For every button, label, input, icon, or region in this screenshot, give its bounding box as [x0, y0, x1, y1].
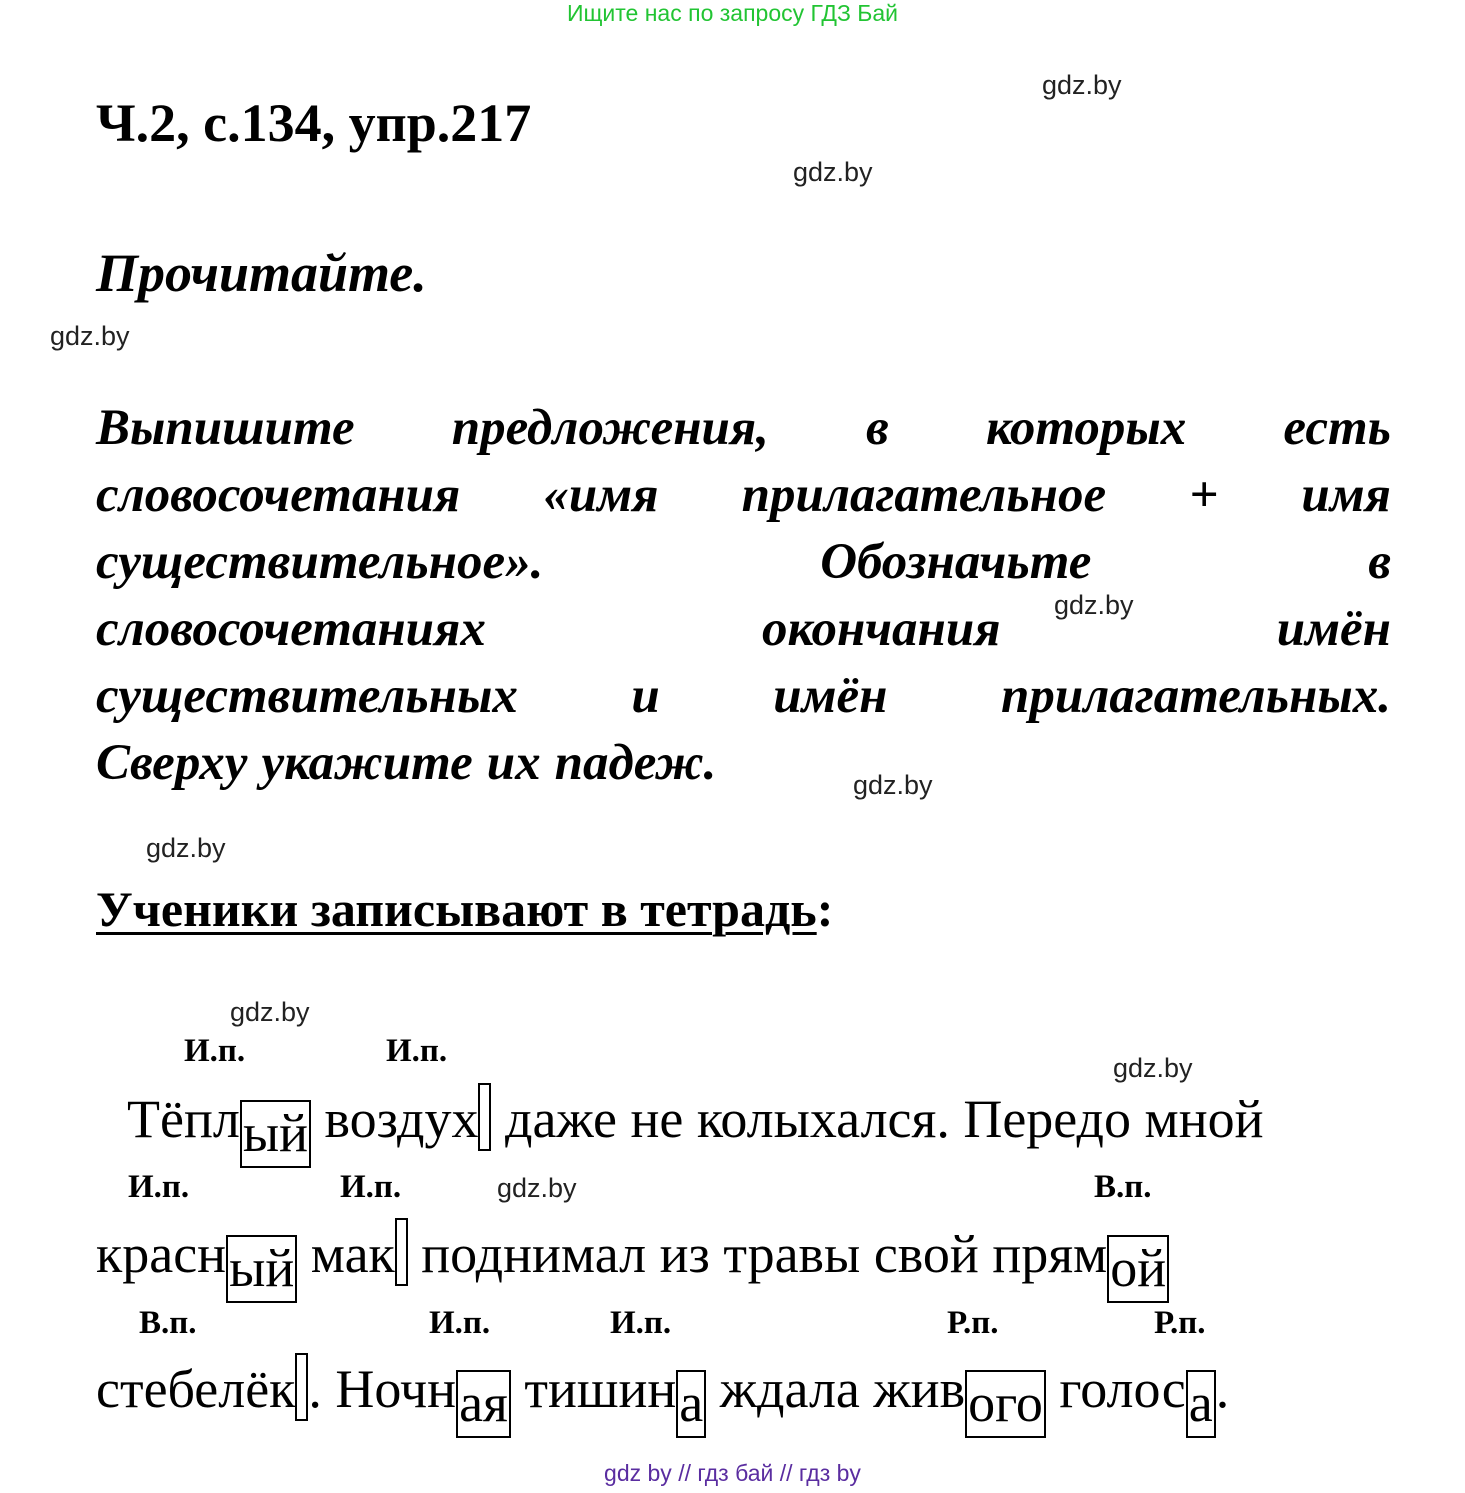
sentence-text: мак — [297, 1224, 395, 1284]
case-label: В.п. — [139, 1305, 197, 1341]
sentence-text: . — [1215, 1359, 1230, 1419]
task-line — [96, 529, 1391, 596]
watermark: gdz.by — [1054, 590, 1134, 620]
task-word: Обозначьте — [820, 534, 1092, 590]
ending-box: ый — [240, 1100, 311, 1168]
sentence-text: ждала жив — [706, 1359, 966, 1419]
case-label: И.п. — [128, 1169, 190, 1205]
ending-box — [395, 1218, 408, 1286]
sentence-text: даже не колыхался. Передо мной — [491, 1089, 1264, 1149]
task-word: их — [486, 735, 541, 791]
watermark: gdz.by — [50, 321, 130, 351]
case-label: И.п. — [340, 1169, 402, 1205]
subheading — [96, 880, 833, 938]
task-word: Выпишите — [96, 400, 355, 456]
ending-box: ой — [1107, 1235, 1169, 1303]
answer-line-3 — [96, 1353, 1229, 1438]
ending-box: ого — [965, 1370, 1046, 1438]
watermark: gdz.by — [146, 833, 226, 863]
sentence-text: . Ночн — [308, 1359, 457, 1419]
watermark: gdz.by — [230, 997, 310, 1027]
task-line — [96, 663, 1391, 730]
watermark: gdz.by — [1113, 1053, 1193, 1083]
sentence-text: красн — [96, 1224, 227, 1284]
task-word: имён — [1276, 601, 1391, 657]
exercise-title: Ч.2, с.134, упр.217 — [96, 93, 532, 153]
case-label: В.п. — [1094, 1169, 1152, 1205]
task-word: прилагательных. — [1000, 668, 1391, 724]
task-word: в — [1368, 534, 1391, 590]
watermark: gdz.by — [853, 770, 933, 800]
case-label: И.п. — [429, 1305, 491, 1341]
read-instruction: Прочитайте. — [96, 243, 427, 303]
sentence-text: тишин — [510, 1359, 677, 1419]
ending-box: а — [1186, 1370, 1216, 1438]
task-word: и — [631, 668, 660, 724]
task-word: есть — [1283, 400, 1391, 456]
subheading-text: Ученики записывают в тетрадь — [96, 881, 817, 937]
sentence-text: стебелёк — [96, 1359, 296, 1419]
search-banner: Ищите нас по запросу ГДЗ Бай — [566, 0, 899, 26]
case-label: Р.п. — [1154, 1305, 1206, 1341]
task-word: существительных — [96, 668, 518, 724]
task-word: «имя — [543, 467, 659, 523]
case-label: И.п. — [184, 1033, 246, 1069]
case-label: И.п. — [386, 1033, 448, 1069]
ending-box — [478, 1083, 491, 1151]
answer-line-1 — [127, 1083, 1264, 1168]
task-word: прилагательное — [741, 467, 1107, 523]
answer-line-2 — [96, 1218, 1169, 1303]
task-line — [96, 596, 1391, 663]
task-word: укажите — [261, 735, 473, 791]
task-word: падеж. — [554, 735, 717, 791]
sentence-text: поднимал из травы свой прям — [407, 1224, 1108, 1284]
subheading-colon: : — [816, 881, 834, 937]
case-label: И.п. — [610, 1305, 672, 1341]
task-word: предложения, — [451, 400, 769, 456]
watermark: gdz.by — [1042, 70, 1122, 100]
ending-box: ая — [456, 1370, 511, 1438]
task-word: + — [1189, 467, 1219, 523]
task-word: словосочетаниях — [96, 601, 486, 657]
task-word: в — [866, 400, 889, 456]
sentence-text: воздух — [311, 1089, 479, 1149]
case-label: Р.п. — [947, 1305, 999, 1341]
task-word: которых — [985, 400, 1187, 456]
watermark: gdz.by — [793, 157, 873, 187]
watermark: gdz.by — [497, 1173, 577, 1203]
task-word: имён — [773, 668, 888, 724]
sentence-text: Тёпл — [127, 1089, 240, 1149]
sentence-text: голос — [1045, 1359, 1186, 1419]
ending-box: а — [676, 1370, 706, 1438]
task-line — [96, 730, 1391, 797]
task-line — [96, 395, 1391, 462]
ending-box: ый — [226, 1235, 297, 1303]
task-word: имя — [1301, 467, 1391, 523]
task-word: окончания — [762, 601, 1001, 657]
task-text — [96, 395, 1391, 797]
task-word: Сверху — [96, 735, 248, 791]
task-word: существительное». — [96, 534, 544, 590]
ending-box — [295, 1353, 308, 1421]
footer-links: gdz by // гдз бай // гдз by — [604, 1460, 861, 1486]
task-word: словосочетания — [96, 467, 461, 523]
task-line — [96, 462, 1391, 529]
